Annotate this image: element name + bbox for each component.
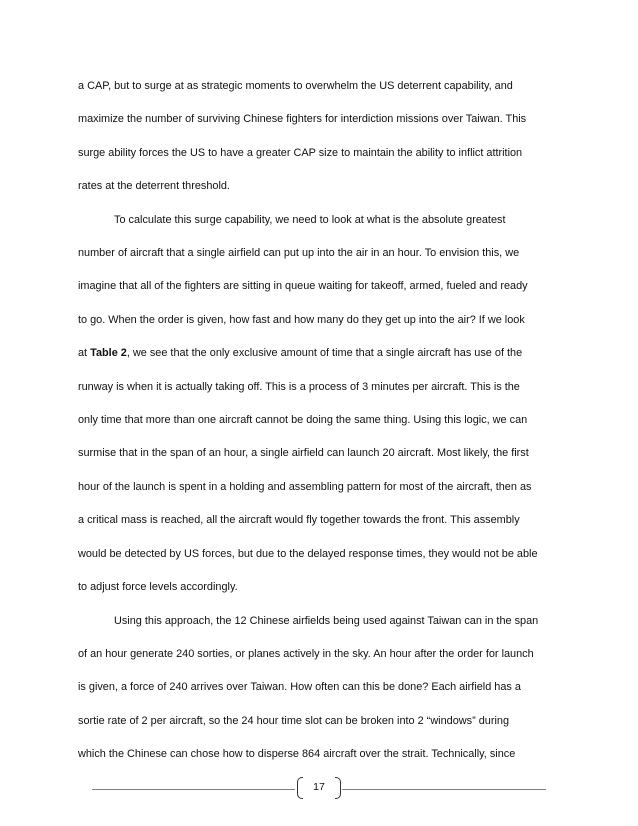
paragraph-2: [78, 204, 560, 605]
paragraph-3: [78, 605, 560, 772]
text-line: which the Chinese can chose how to disperse 864 aircraft over the strait. Technically, since: [78, 748, 516, 761]
text-line: runway is when it is actually taking off. This is a process of 3 minutes per aircraft. This is the: [78, 380, 520, 393]
body-text: [78, 70, 560, 772]
text-line: of an hour generate 240 sorties, or planes actively in the sky. An hour after the order for launch: [78, 647, 534, 660]
text-line-with-table-reference: [78, 337, 560, 370]
text-line: sortie rate of 2 per aircraft, so the 24 hour time slot can be broken into 2 “windows” during: [78, 714, 510, 727]
text-line: would be detected by US forces, but due to the delayed response times, they would not be able: [78, 547, 538, 560]
text-fragment: at: [78, 347, 91, 360]
text-line: To calculate this surge capability, we need to look at what is the absolute greatest: [114, 213, 506, 226]
text-line: only time that more than one aircraft cannot be doing the same thing. Using this logic, we can: [78, 414, 528, 427]
text-fragment: , we see that the only exclusive amount of time that a single aircraft has use of the: [126, 347, 523, 360]
text-line: a critical mass is reached, all the aircraft would fly together towards the front. This assembly: [78, 514, 520, 527]
text-line: to go. When the order is given, how fast and how many do they get up into the air? If we look: [78, 313, 525, 326]
text-line: Using this approach, the 12 Chinese airfields being used against Taiwan can in the span: [114, 614, 539, 627]
text-line: maximize the number of surviving Chinese fighters for interdiction missions over Taiwan. This: [78, 113, 527, 126]
footer-rule-right: [342, 789, 546, 790]
text-line: is given, a force of 240 arrives over Taiwan. How often can this be done? Each airfield has a: [78, 681, 521, 694]
text-line: imagine that all of the fighters are sitting in queue waiting for takeoff, armed, fueled and ready: [78, 280, 528, 293]
text-line: rates at the deterrent threshold.: [78, 180, 230, 193]
text-line: to adjust force levels accordingly.: [78, 581, 238, 594]
table-reference: Table 2: [90, 347, 127, 360]
text-line: hour of the launch is spent in a holding and assembling pattern for most of the aircraft, then as: [78, 480, 532, 493]
text-line: number of aircraft that a single airfield can put up into the air in an hour. To envision this, we: [78, 247, 520, 260]
right-bracket-icon: [335, 777, 341, 799]
text-line: surmise that in the span of an hour, a single airfield can launch 20 aircraft. Most likely, the first: [78, 447, 529, 460]
footer-rule-left: [92, 789, 295, 790]
page-footer: [92, 776, 546, 804]
page-number: 17: [313, 781, 325, 793]
paragraph-1: [78, 70, 560, 204]
text-line: a CAP, but to surge at as strategic moments to overwhelm the US deterrent capability, and: [78, 80, 513, 92]
text-line: surge ability forces the US to have a greater CAP size to maintain the ability to inflict attrition: [78, 146, 523, 159]
